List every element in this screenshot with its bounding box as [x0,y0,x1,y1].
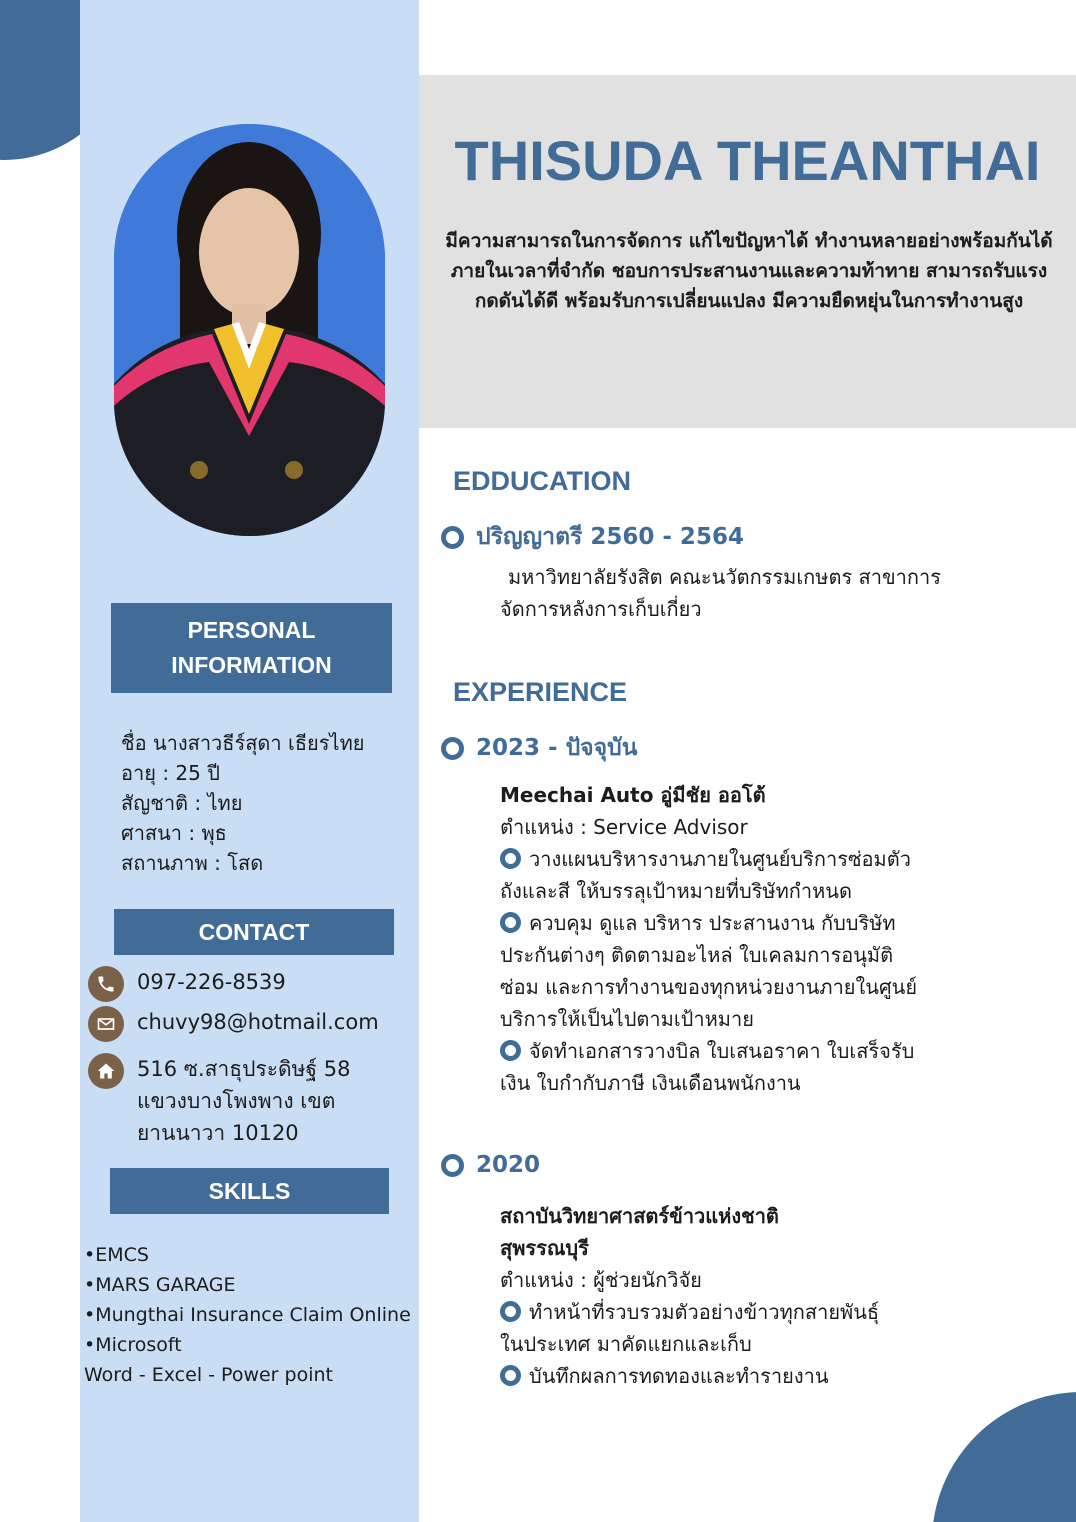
experience-period-row [441,1152,540,1178]
job-duty-text: ทำหน้าที่รวบรวมตัวอย่างข้าวทุกสายพันธุ์ในประเทศ มาคัดแยกและเก็บ [500,1300,880,1356]
education-title: EDDUCATION [453,466,631,496]
personal-name: ชื่อ นางสาวธีร์สุดา เธียรไทย [121,731,365,755]
job-duty-text: จัดทำเอกสารวางบิล ใบเสนอราคา ใบเสร็จรับเงิน ใบกำกับภาษี เงินเดือนพนักงาน [500,1039,915,1095]
profile-summary: มีความสามารถในการจัดการ แก้ไขปัญหาได้ ทำงานหลายอย่างพร้อมกันได้ภายในเวลาที่จำกัด ชอบการประสานงานและความท้าทาย สามารถรับแรงกดดันได้ดี พร้อมรับการเปลี่ยนแปลง มีความยืดหยุ่นในการทำงานสูง [445,230,1053,312]
skill-item: •EMCS [84,1244,149,1266]
personal-information-heading: PERSONAL INFORMATION [111,603,392,693]
bullet-icon [500,1365,521,1386]
experience-period: 2023 - ปัจจุบัน [476,735,638,761]
education-degree: ปริญญาตรี 2560 - 2564 [476,524,744,550]
education-degree-row [441,519,744,555]
job-company: Meechai Auto อู่มีชัย ออโต้ [500,783,766,807]
contact-heading: CONTACT [114,909,394,955]
contact-email: chuvy98@hotmail.com [137,1010,379,1034]
experience-title: EXPERIENCE [453,677,628,707]
personal-nationality: สัญชาติ : ไทย [121,791,243,815]
timeline-marker-icon [441,737,464,760]
job-duty [500,1035,930,1099]
skill-item: •Mungthai Insurance Claim Online [84,1304,411,1326]
personal-information-list [121,728,411,878]
contact-phone-row [88,966,408,1002]
bullet-icon [500,1301,521,1322]
experience-job-details [500,1200,900,1392]
contact-address-row [88,1053,408,1149]
job-position: ตำแหน่ง : Service Advisor [500,815,748,839]
personal-status: สถานภาพ : โสด [121,851,264,875]
bullet-icon [500,912,521,933]
personal-age: อายุ : 25 ปี [121,761,220,785]
skill-item: Word - Excel - Power point [84,1364,333,1386]
bullet-icon [500,1040,521,1061]
education-detail: มหาวิทยาลัยรังสิต คณะนวัตกรรมเกษตร สาขาการจัดการหลังการเก็บเกี่ยว [500,565,941,621]
job-duty [500,1360,900,1392]
skill-item: •MARS GARAGE [84,1274,236,1296]
job-duty [500,1296,900,1360]
experience-period: 2020 [476,1152,541,1178]
job-duty [500,907,930,1035]
job-duty-text: วางแผนบริหารงานภายในศูนย์บริการซ่อมตัวถังและสี ให้บรรลุเป้าหมายที่บริษัทกำหนด [500,847,911,903]
contact-phone: 097-226-8539 [137,970,286,994]
job-duty-text: ควบคุม ดูแล บริหาร ประสานงาน กับบริษัทประกันต่างๆ ติดตามอะไหล่ ใบเคลมการอนุมัติซ่อม และการทำงานของทุกหน่วยงานภายในศูนย์บริการให้เป็นไปตามเป้าหมาย [500,911,918,1031]
skills-list [84,1240,419,1390]
timeline-marker-icon [441,1154,464,1177]
job-position: ตำแหน่ง : ผู้ช่วยนักวิจัย [500,1268,702,1292]
job-duty [500,843,930,907]
home-icon [88,1053,124,1089]
skills-heading: SKILLS [110,1168,389,1214]
contact-email-row [88,1006,408,1042]
personal-religion: ศาสนา : พุธ [121,821,227,845]
corner-decoration-bottom-right [932,1392,1076,1522]
job-duty-text: บันทึกผลการทดทองและทำรายงาน [529,1364,829,1388]
profile-photo [114,124,385,536]
applicant-name: THISUDA THEANTHAI [454,129,1041,192]
phone-icon [88,966,124,1002]
experience-job-details [500,779,930,1099]
timeline-marker-icon [441,526,464,549]
job-company: สถาบันวิทยาศาสตร์ข้าวแห่งชาติ สุพรรณบุรี [500,1204,779,1260]
mail-icon [88,1006,124,1042]
contact-address: 516 ซ.สาธุประดิษฐ์ 58 แขวงบางโพงพาง เขตยานนาวา 10120 [137,1057,351,1145]
bullet-icon [500,848,521,869]
skill-item: •Microsoft [84,1334,182,1356]
experience-period-row [441,730,637,766]
